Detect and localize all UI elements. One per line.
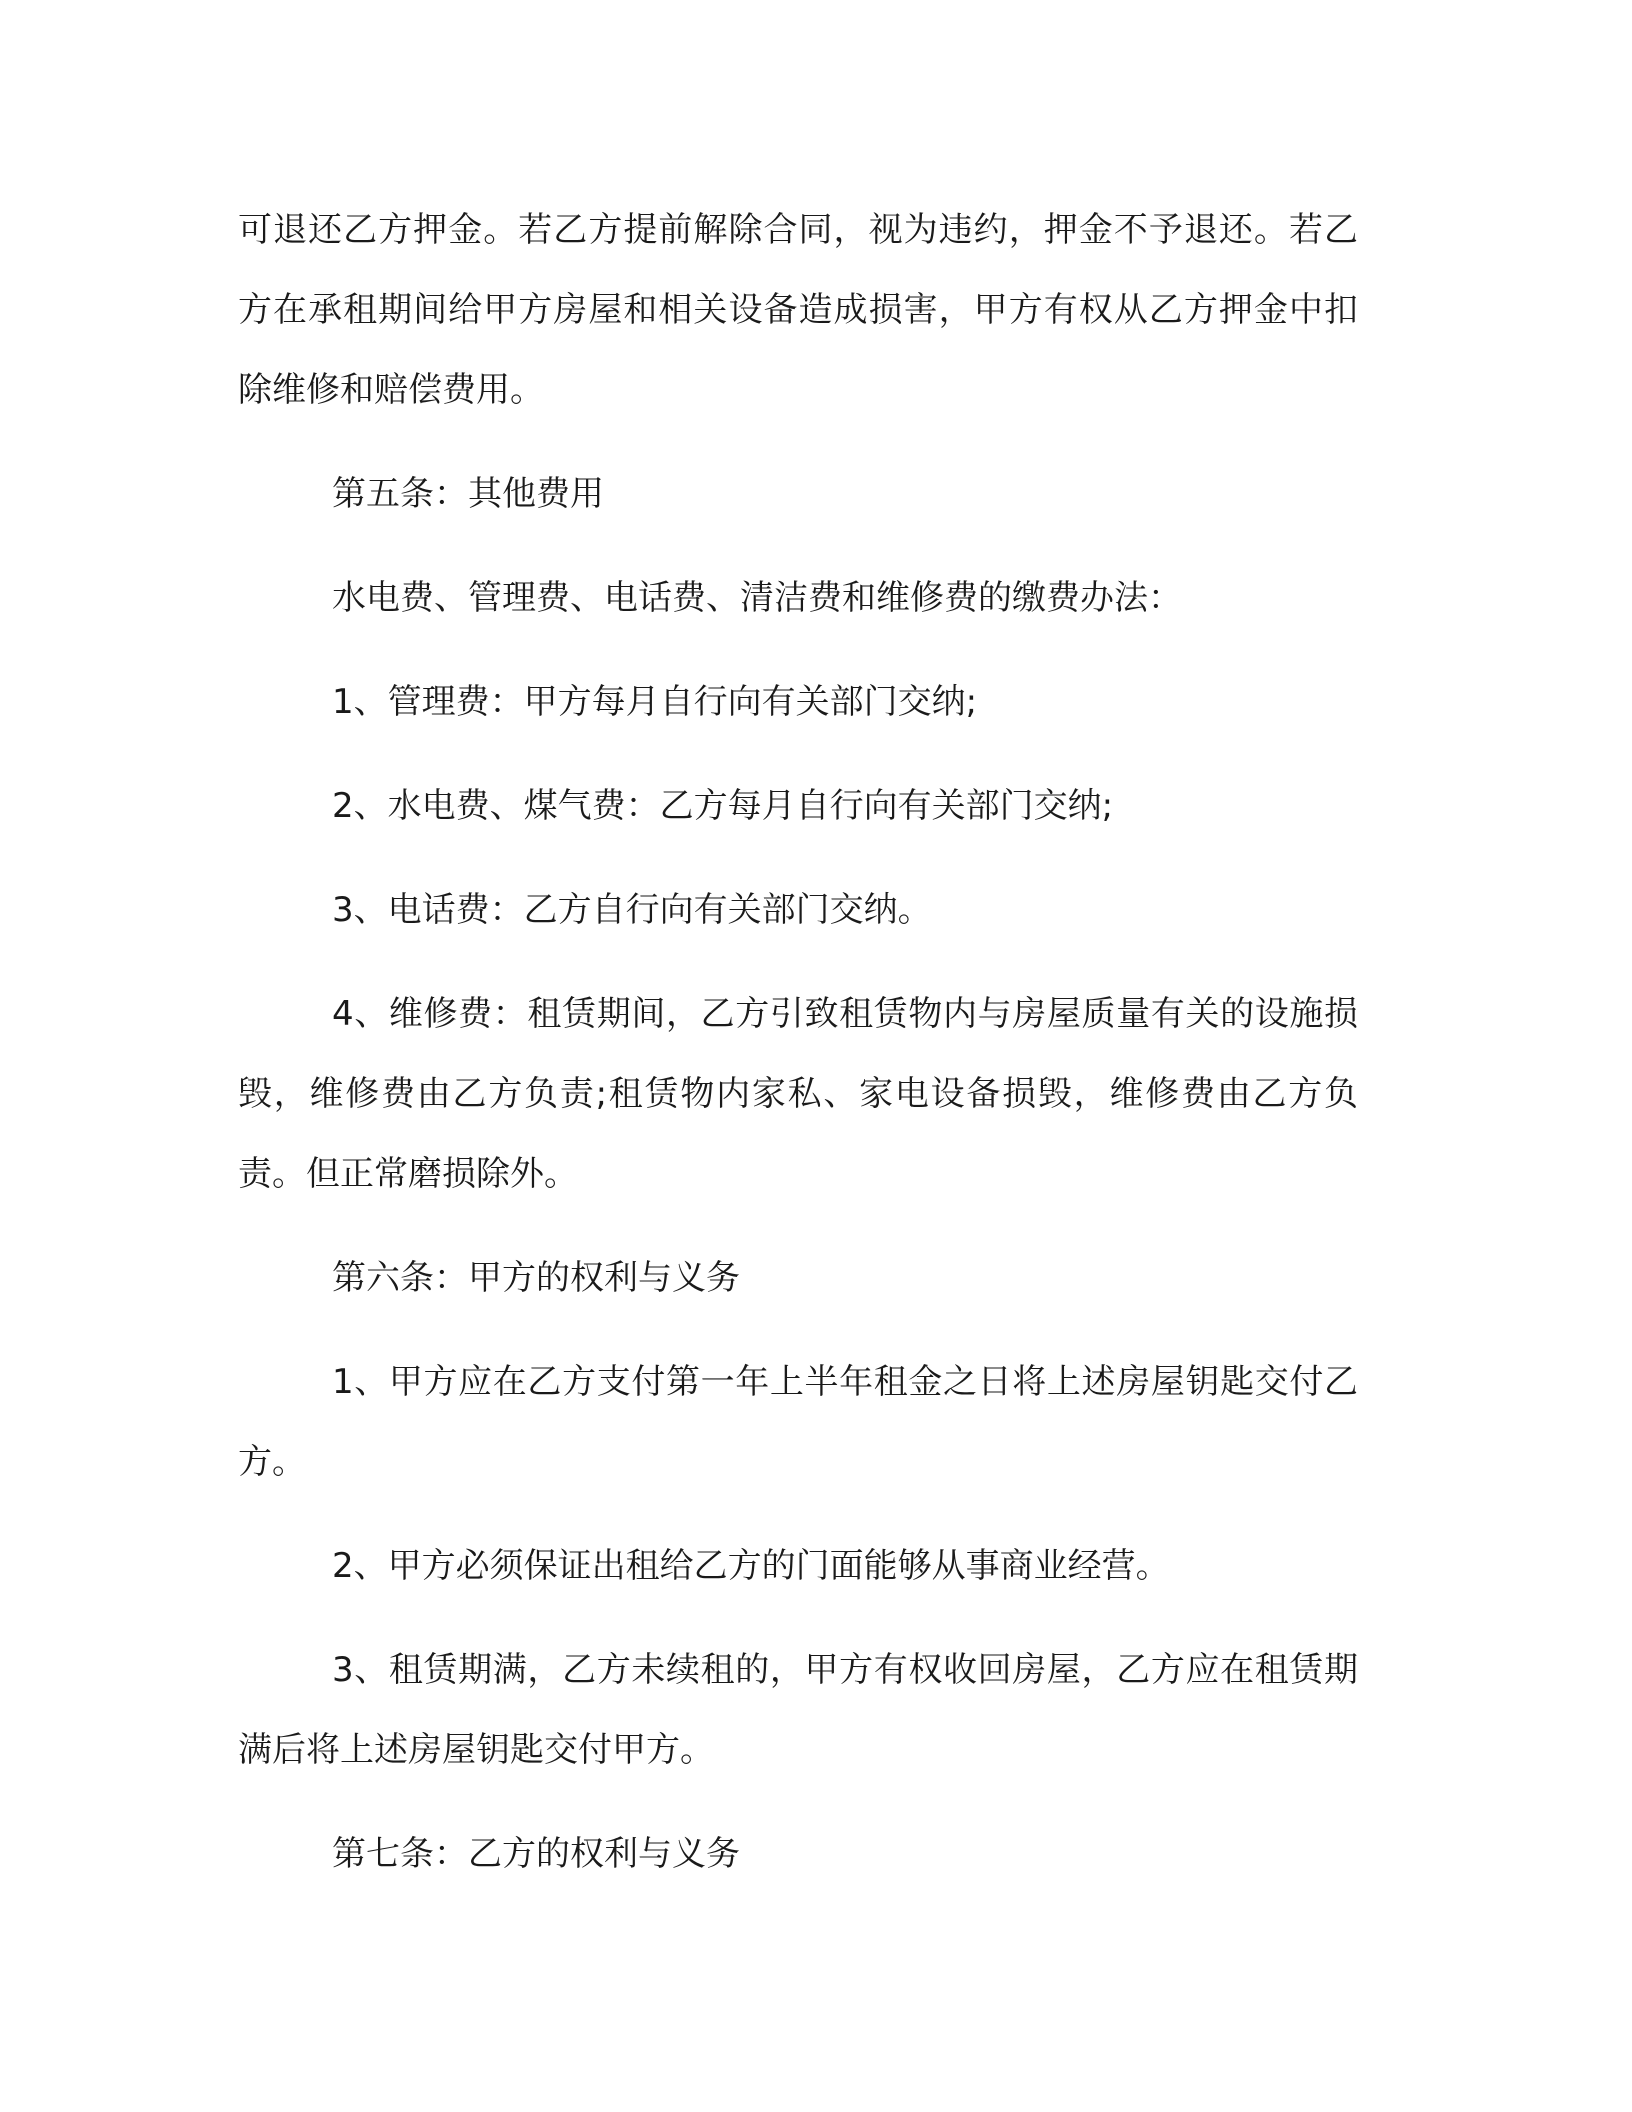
list-item-party-a-keys: 1、甲方应在乙方支付第一年上半年租金之日将上述房屋钥匙交付乙方。 xyxy=(238,1362,1358,1482)
list-item-repair-fee: 4、维修费：租赁期间，乙方引致租赁物内与房屋质量有关的设施损毁，维修费由乙方负责;租赁物内家私、家电设备损毁，维修费由乙方负责。但正常磨损除外。 xyxy=(238,994,1358,1194)
paragraph-fee-methods: 水电费、管理费、电话费、清洁费和维修费的缴费办法： xyxy=(332,578,1182,618)
paragraph-deposit-continuation: 可退还乙方押金。若乙方提前解除合同，视为违约，押金不予退还。若乙方在承租期间给甲方房屋和相关设备造成损害，甲方有权从乙方押金中扣除维修和赔偿费用。 xyxy=(238,210,1358,410)
list-item-party-a-expiry: 3、租赁期满，乙方未续租的，甲方有权收回房屋，乙方应在租赁期满后将上述房屋钥匙交付甲方。 xyxy=(238,1650,1358,1770)
document-body xyxy=(238,190,1358,1894)
list-item-management-fee: 1、管理费：甲方每月自行向有关部门交纳; xyxy=(332,682,978,722)
list-item-party-a-business: 2、甲方必须保证出租给乙方的门面能够从事商业经营。 xyxy=(332,1546,1170,1586)
article-7-heading: 第七条：乙方的权利与义务 xyxy=(332,1834,740,1874)
article-5-heading: 第五条：其他费用 xyxy=(332,474,604,514)
article-6-heading: 第六条：甲方的权利与义务 xyxy=(332,1258,740,1298)
list-item-phone-fee: 3、电话费：乙方自行向有关部门交纳。 xyxy=(332,890,932,930)
list-item-utilities-fee: 2、水电费、煤气费：乙方每月自行向有关部门交纳; xyxy=(332,786,1114,826)
